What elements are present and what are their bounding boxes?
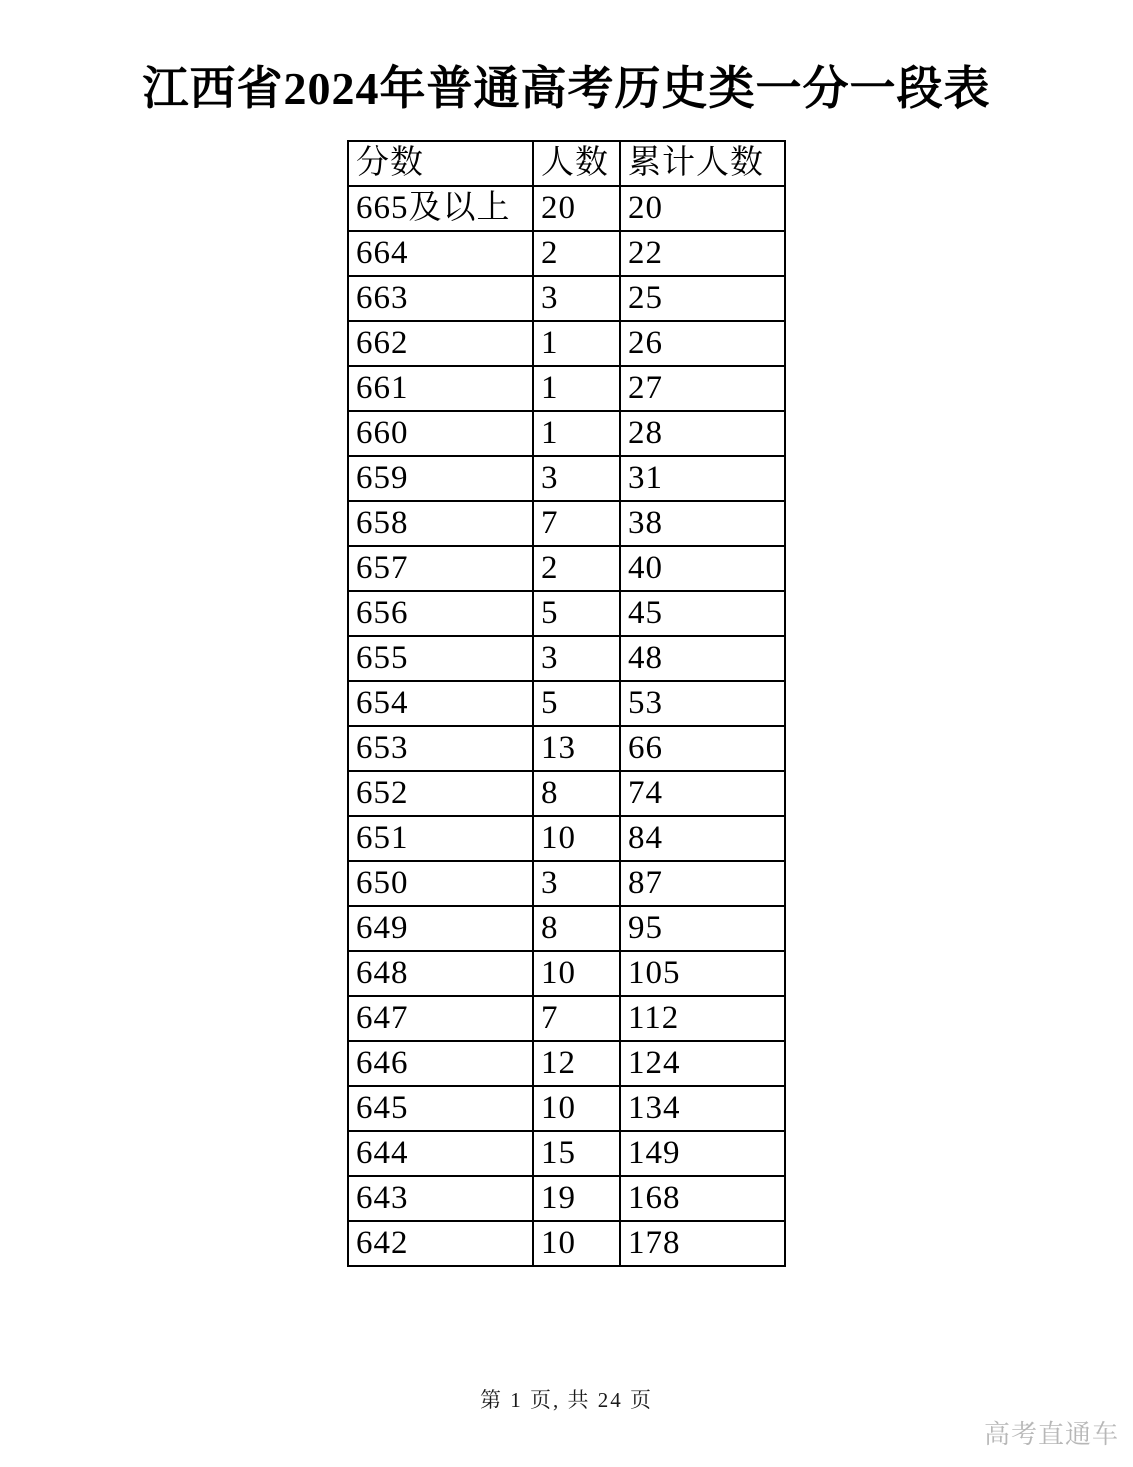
table-cell: 168 (620, 1176, 785, 1221)
table-cell: 12 (533, 1041, 620, 1086)
table-row (348, 861, 785, 906)
table-cell: 40 (620, 546, 785, 591)
table-row (348, 501, 785, 546)
table-header-row (348, 141, 785, 186)
table-cell: 95 (620, 906, 785, 951)
table-cell: 642 (348, 1221, 533, 1266)
table-cell: 7 (533, 996, 620, 1041)
table-cell: 124 (620, 1041, 785, 1086)
table-cell: 48 (620, 636, 785, 681)
table-cell: 10 (533, 1086, 620, 1131)
table-cell: 653 (348, 726, 533, 771)
table-row (348, 816, 785, 861)
table-row (348, 681, 785, 726)
table-cell: 661 (348, 366, 533, 411)
table-cell: 134 (620, 1086, 785, 1131)
table-cell: 663 (348, 276, 533, 321)
table-cell: 2 (533, 546, 620, 591)
table-row (348, 1176, 785, 1221)
table-cell: 1 (533, 366, 620, 411)
table-cell: 660 (348, 411, 533, 456)
table-cell: 662 (348, 321, 533, 366)
table-row (348, 456, 785, 501)
page-title: 江西省2024年普通高考历史类一分一段表 (142, 63, 991, 114)
table-cell: 22 (620, 231, 785, 276)
table-cell: 178 (620, 1221, 785, 1266)
table-cell: 84 (620, 816, 785, 861)
table-cell: 19 (533, 1176, 620, 1221)
table-row (348, 276, 785, 321)
table-row (348, 1041, 785, 1086)
table-cell: 26 (620, 321, 785, 366)
table-cell: 650 (348, 861, 533, 906)
table-cell: 651 (348, 816, 533, 861)
table-cell: 10 (533, 816, 620, 861)
table-row (348, 1086, 785, 1131)
table-row (348, 1221, 785, 1266)
table-cell: 10 (533, 951, 620, 996)
table-cell: 112 (620, 996, 785, 1041)
table-cell: 105 (620, 951, 785, 996)
table-cell: 53 (620, 681, 785, 726)
table-cell: 5 (533, 591, 620, 636)
table-cell: 38 (620, 501, 785, 546)
table-row (348, 546, 785, 591)
table-row (348, 186, 785, 231)
table-row (348, 411, 785, 456)
table-cell: 664 (348, 231, 533, 276)
table-cell: 8 (533, 771, 620, 816)
table-cell: 655 (348, 636, 533, 681)
table-cell: 643 (348, 1176, 533, 1221)
table-row (348, 726, 785, 771)
table-row (348, 321, 785, 366)
column-header: 分数 (348, 141, 533, 186)
table-cell: 8 (533, 906, 620, 951)
table-cell: 31 (620, 456, 785, 501)
table-cell: 3 (533, 636, 620, 681)
table-cell: 25 (620, 276, 785, 321)
table-cell: 10 (533, 1221, 620, 1266)
table-cell: 654 (348, 681, 533, 726)
table-cell: 3 (533, 861, 620, 906)
table-cell: 3 (533, 456, 620, 501)
table-cell: 646 (348, 1041, 533, 1086)
column-header: 累计人数 (620, 141, 785, 186)
table-cell: 2 (533, 231, 620, 276)
table-body (348, 186, 785, 1266)
table-cell: 66 (620, 726, 785, 771)
page-number: 第 1 页, 共 24 页 (480, 1388, 653, 1412)
table-cell: 3 (533, 276, 620, 321)
table-cell: 649 (348, 906, 533, 951)
table-row (348, 231, 785, 276)
table-cell: 74 (620, 771, 785, 816)
table-cell: 87 (620, 861, 785, 906)
table-cell: 27 (620, 366, 785, 411)
table-row (348, 1131, 785, 1176)
table-cell: 659 (348, 456, 533, 501)
table-row (348, 996, 785, 1041)
table-cell: 1 (533, 321, 620, 366)
table-cell: 149 (620, 1131, 785, 1176)
table-cell: 652 (348, 771, 533, 816)
table-cell: 645 (348, 1086, 533, 1131)
table-cell: 7 (533, 501, 620, 546)
table-cell: 648 (348, 951, 533, 996)
table-cell: 656 (348, 591, 533, 636)
table-cell: 5 (533, 681, 620, 726)
table-row (348, 636, 785, 681)
table-cell: 647 (348, 996, 533, 1041)
table-row (348, 591, 785, 636)
table-cell: 20 (533, 186, 620, 231)
table-row (348, 906, 785, 951)
table-cell: 13 (533, 726, 620, 771)
table-cell: 658 (348, 501, 533, 546)
score-table (347, 140, 786, 1267)
table-row (348, 951, 785, 996)
table-cell: 20 (620, 186, 785, 231)
table-cell: 28 (620, 411, 785, 456)
table-cell: 644 (348, 1131, 533, 1176)
watermark: 高考直通车 (983, 1419, 1119, 1449)
table-cell: 657 (348, 546, 533, 591)
table-row (348, 771, 785, 816)
table-row (348, 366, 785, 411)
table-cell: 45 (620, 591, 785, 636)
table-cell: 15 (533, 1131, 620, 1176)
table-cell: 1 (533, 411, 620, 456)
table-cell: 665及以上 (348, 186, 533, 231)
column-header: 人数 (533, 141, 620, 186)
